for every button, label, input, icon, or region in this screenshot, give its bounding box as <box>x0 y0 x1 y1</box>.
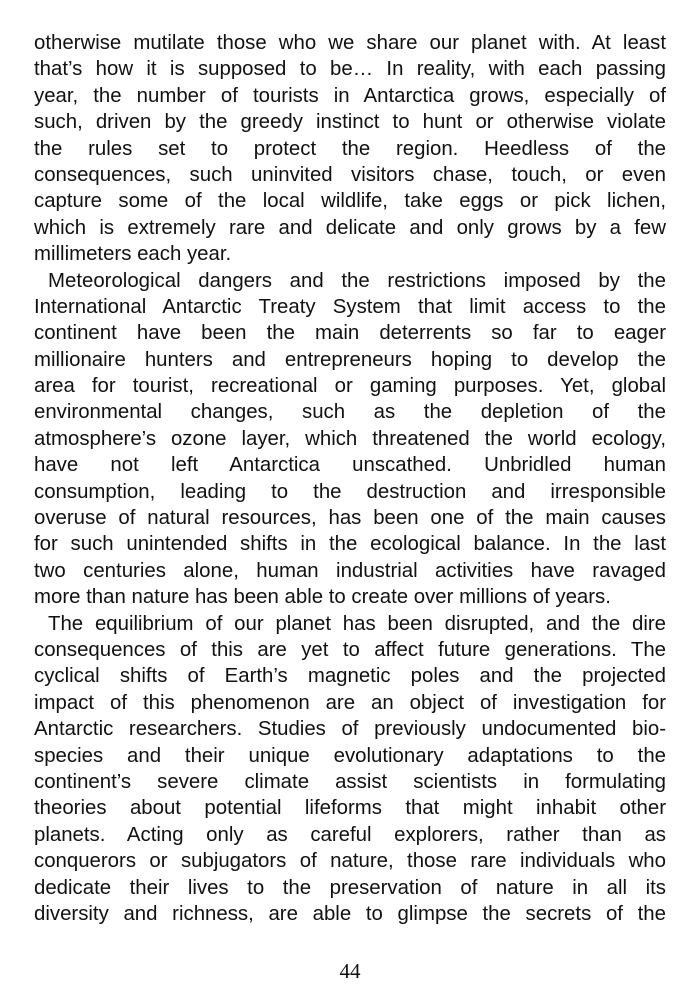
text-line: atmosphere’s ozone layer, which threatened the world ecology, <box>34 427 666 450</box>
text-line: capture some of the local wildlife, take eggs or pick lichen, <box>34 190 666 213</box>
page-body <box>34 30 666 927</box>
paragraph-3 <box>34 611 666 928</box>
text-line: environmental changes, such as the depletion of the <box>34 401 666 424</box>
text-line: area for tourist, recreational or gaming purposes. Yet, global <box>34 375 666 398</box>
text-line: International Antarctic Treaty System that limit access to the <box>34 295 666 318</box>
text-line: Meteorological dangers and the restrictions imposed by the <box>48 269 666 292</box>
text-line: millimeters each year. <box>34 243 232 266</box>
text-line: which is extremely rare and delicate and only grows by a few <box>34 216 666 239</box>
text-line: more than nature has been able to create over millions of years. <box>34 586 611 609</box>
text-line: have not left Antarctica unscathed. Unbridled human <box>34 454 666 477</box>
text-line: Antarctic researchers. Studies of previously undocumented bio- <box>34 718 666 741</box>
paragraph-1 <box>34 30 666 268</box>
text-line: year, the number of tourists in Antarctica grows, especially of <box>34 84 666 107</box>
text-line: consequences, such uninvited visitors chase, touch, or even <box>34 163 666 186</box>
text-line: species and their unique evolutionary adaptations to the <box>34 744 666 767</box>
text-line: continent have been the main deterrents so far to eager <box>34 322 666 345</box>
text-line: the rules set to protect the region. Heedless of the <box>34 137 666 160</box>
page-number: 44 <box>339 959 361 983</box>
text-line: consequences of this are yet to affect future generations. The <box>34 638 666 661</box>
text-line: impact of this phenomenon are an object of investigation for <box>34 691 666 714</box>
text-line: that’s how it is supposed to be… In reality, with each passing <box>34 58 666 81</box>
text-line: cyclical shifts of Earth’s magnetic poles and the projected <box>34 665 666 688</box>
text-line: otherwise mutilate those who we share our planet with. At least <box>34 32 666 54</box>
text-line: millionaire hunters and entrepreneurs hoping to develop the <box>34 348 666 371</box>
paragraph-2 <box>34 268 666 611</box>
text-line: two centuries alone, human industrial activities have ravaged <box>34 559 666 582</box>
text-line: diversity and richness, are able to glimpse the secrets of the <box>34 902 666 925</box>
text-line: continent’s severe climate assist scientists in formulating <box>34 770 666 793</box>
text-line: overuse of natural resources, has been one of the main causes <box>34 507 666 530</box>
text-line: consumption, leading to the destruction and irresponsible <box>34 480 666 503</box>
text-line: dedicate their lives to the preservation of nature in all its <box>34 876 666 899</box>
text-line: conquerors or subjugators of nature, those rare individuals who <box>34 850 666 873</box>
text-line: for such unintended shifts in the ecological balance. In the last <box>34 533 666 556</box>
text-line: such, driven by the greedy instinct to hunt or otherwise violate <box>34 111 666 134</box>
text-line: theories about potential lifeforms that might inhabit other <box>34 797 666 820</box>
text-line: planets. Acting only as careful explorers, rather than as <box>34 823 666 846</box>
text-line: The equilibrium of our planet has been disrupted, and the dire <box>48 612 666 635</box>
